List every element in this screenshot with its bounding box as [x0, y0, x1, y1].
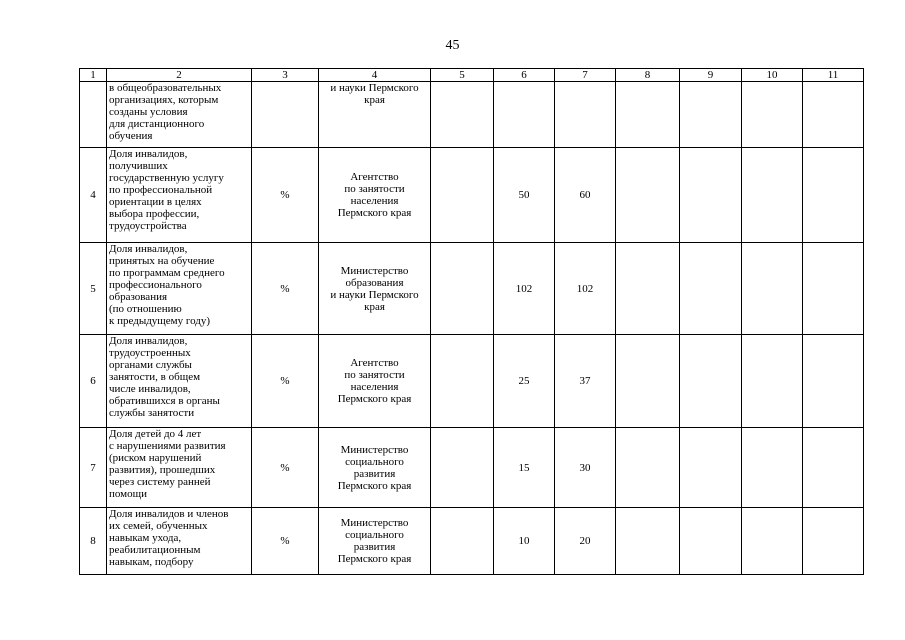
- cell-col-8: [616, 335, 680, 428]
- row-number: [80, 82, 107, 148]
- cell-col-9: [680, 243, 742, 335]
- column-header-9: 9: [680, 69, 742, 82]
- table-row: [80, 148, 864, 243]
- cell-col-9: [680, 508, 742, 575]
- cell-col-7: 60: [555, 148, 616, 243]
- cell-col-7: 37: [555, 335, 616, 428]
- cell-col-8: [616, 148, 680, 243]
- cell-col-6: 10: [494, 508, 555, 575]
- column-header-4: 4: [319, 69, 431, 82]
- page-number: 45: [445, 38, 460, 53]
- column-header-8: 8: [616, 69, 680, 82]
- cell-col-11: [803, 428, 864, 508]
- cell-col-11: [803, 335, 864, 428]
- cell-col-6: 50: [494, 148, 555, 243]
- cell-col-10: [742, 82, 803, 148]
- executor: Министерство образования и науки Пермского края: [319, 243, 431, 335]
- row-number: 7: [80, 428, 107, 508]
- cell-col-10: [742, 428, 803, 508]
- cell-col-9: [680, 428, 742, 508]
- column-header-6: 6: [494, 69, 555, 82]
- table-row: [80, 428, 864, 508]
- row-number: 5: [80, 243, 107, 335]
- indicator-name: в общеобразовательных организациях, которым созданы условия для дистанционного обучения: [107, 82, 252, 148]
- column-header-1: 1: [80, 69, 107, 82]
- column-header-11: 11: [803, 69, 864, 82]
- cell-col-9: [680, 335, 742, 428]
- cell-col-7: 102: [555, 243, 616, 335]
- cell-col-10: [742, 508, 803, 575]
- cell-col-9: [680, 82, 742, 148]
- cell-col-5: [431, 428, 494, 508]
- indicators-table: [79, 68, 864, 575]
- cell-col-5: [431, 148, 494, 243]
- column-header-7: 7: [555, 69, 616, 82]
- column-header-10: 10: [742, 69, 803, 82]
- cell-col-8: [616, 243, 680, 335]
- table-row: [80, 508, 864, 575]
- cell-col-10: [742, 148, 803, 243]
- row-number: 4: [80, 148, 107, 243]
- cell-col-7: 30: [555, 428, 616, 508]
- column-header-3: 3: [252, 69, 319, 82]
- cell-col-7: [555, 82, 616, 148]
- cell-col-6: [494, 82, 555, 148]
- table-header-row: [80, 69, 864, 82]
- cell-col-5: [431, 335, 494, 428]
- unit: %: [252, 508, 319, 575]
- cell-col-8: [616, 82, 680, 148]
- cell-col-6: 15: [494, 428, 555, 508]
- unit: %: [252, 243, 319, 335]
- indicator-name: Доля инвалидов, получивших государственную услугу по профессиональной ориентации в целях выбора профессии, трудоустройства: [107, 148, 252, 243]
- executor: Министерство социального развития Пермского края: [319, 508, 431, 575]
- cell-col-7: 20: [555, 508, 616, 575]
- unit: [252, 82, 319, 148]
- cell-col-5: [431, 243, 494, 335]
- cell-col-8: [616, 508, 680, 575]
- cell-col-11: [803, 243, 864, 335]
- row-number: 6: [80, 335, 107, 428]
- executor: Агентство по занятости населения Пермского края: [319, 148, 431, 243]
- cell-col-10: [742, 243, 803, 335]
- indicator-name: Доля инвалидов и членов их семей, обученных навыкам ухода, реабилитационным навыкам, подбору: [107, 508, 252, 575]
- column-header-5: 5: [431, 69, 494, 82]
- unit: %: [252, 148, 319, 243]
- executor: и науки Пермского края: [319, 82, 431, 148]
- table-row: [80, 243, 864, 335]
- indicator-name: Доля инвалидов, трудоустроенных органами службы занятости, в общем числе инвалидов, обратившихся в органы службы занятости: [107, 335, 252, 428]
- cell-col-6: 102: [494, 243, 555, 335]
- cell-col-11: [803, 148, 864, 243]
- cell-col-8: [616, 428, 680, 508]
- cell-col-11: [803, 82, 864, 148]
- cell-col-6: 25: [494, 335, 555, 428]
- unit: %: [252, 335, 319, 428]
- indicator-name: Доля инвалидов, принятых на обучение по программам среднего профессионального образования (по отношению к предыдущему году): [107, 243, 252, 335]
- cell-col-5: [431, 508, 494, 575]
- cell-col-11: [803, 508, 864, 575]
- indicator-name: Доля детей до 4 лет с нарушениями развития (риском нарушений развития), прошедших через систему ранней помощи: [107, 428, 252, 508]
- table-row: [80, 82, 864, 148]
- cell-col-9: [680, 148, 742, 243]
- unit: %: [252, 428, 319, 508]
- executor: Министерство социального развития Пермского края: [319, 428, 431, 508]
- column-header-2: 2: [107, 69, 252, 82]
- table-row: [80, 335, 864, 428]
- cell-col-5: [431, 82, 494, 148]
- row-number: 8: [80, 508, 107, 575]
- cell-col-10: [742, 335, 803, 428]
- executor: Агентство по занятости населения Пермского края: [319, 335, 431, 428]
